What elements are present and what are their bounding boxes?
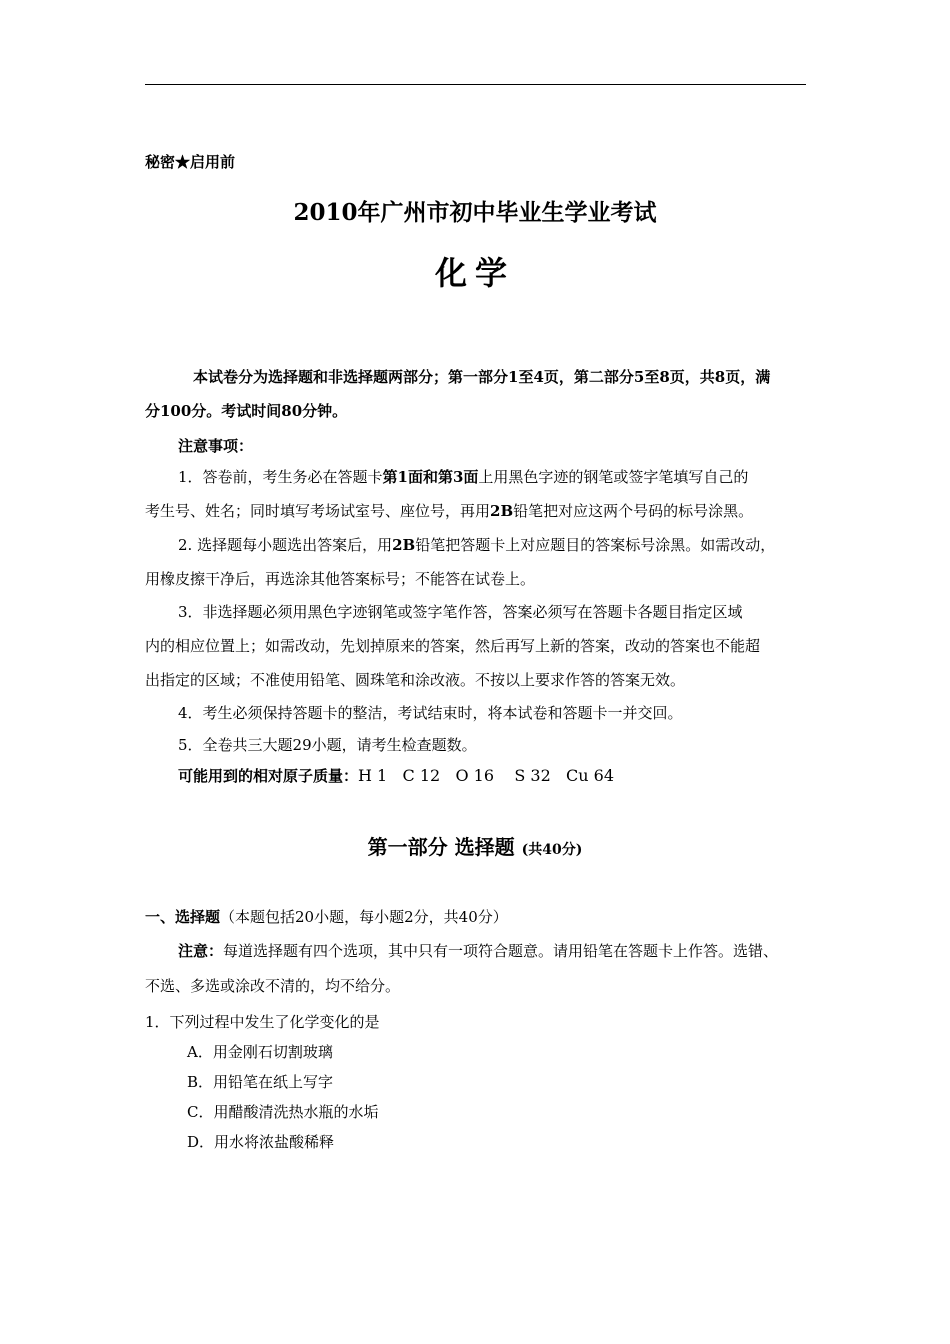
- question-1-option-d: D．用水将浓盐酸稀释: [187, 1133, 335, 1151]
- question-1-option-a: A．用金刚石切割玻璃: [187, 1043, 333, 1061]
- section-1-note: [178, 940, 778, 961]
- notice-item-1-line-2-emphasis: 2B: [490, 502, 514, 520]
- notice-item-1: [178, 466, 748, 487]
- section-1-label: 一、选择题: [145, 908, 221, 926]
- atomic-mass-label: 可能用到的相对原子质量：: [178, 767, 359, 785]
- notice-item-2-line-2: 用橡皮擦干净后，再选涂其他答案标号；不能答在试卷上。: [145, 570, 536, 588]
- part-1-score: (共40分): [521, 842, 583, 858]
- section-1-desc: （本题包括20小题，每小题2分，共40分）: [220, 908, 508, 926]
- secret-label: 秘密★启用前: [145, 153, 236, 171]
- intro-line-1: 本试卷分为选择题和非选择题两部分；第一部分1至4页，第二部分5至8页，共8页，满: [193, 368, 771, 386]
- notice-item-2-text-c: 铅笔把答题卡上对应题目的答案标号涂黑。如需改动，: [415, 536, 776, 554]
- question-1-option-c: C．用醋酸清洗热水瓶的水垢: [187, 1103, 379, 1121]
- exam-title: 2010年广州市初中毕业生学业考试: [293, 199, 657, 226]
- notice-item-2-text-a: 2. 选择题每小题选出答案后，用: [178, 536, 393, 554]
- notice-heading: 注意事项：: [178, 437, 254, 455]
- notice-item-3-line-2: 内的相应位置上；如需改动，先划掉原来的答案，然后再写上新的答案，改动的答案也不能超: [145, 637, 761, 655]
- part-1-title-text: 第一部分 选择题: [367, 835, 515, 859]
- notice-item-1-line-2: [145, 500, 753, 521]
- atomic-mass-line: [178, 765, 614, 786]
- notice-item-5: 5．全卷共三大题29小题，请考生检查题数。: [178, 736, 477, 754]
- notice-item-3: 3．非选择题必须用黑色字迹钢笔或签字笔作答，答案必须写在答题卡各题目指定区域: [178, 603, 743, 621]
- section-1-note-line-2: 不选、多选或涂改不清的，均不给分。: [145, 977, 401, 995]
- section-1-note-label: 注意：: [178, 942, 224, 960]
- notice-item-1-emphasis: 第1面和第3面: [382, 468, 479, 486]
- notice-item-2: [178, 534, 775, 555]
- subject-title: 化学: [434, 254, 515, 292]
- section-1-note-text: 每道选择题有四个选项，其中只有一项符合题意。请用铅笔在答题卡上作答。选错、: [223, 942, 779, 960]
- question-1-option-b: B．用铅笔在纸上写字: [187, 1073, 334, 1091]
- header-rule: [145, 84, 806, 85]
- question-1-stem: 1．下列过程中发生了化学变化的是: [145, 1013, 380, 1031]
- section-1-heading: [145, 906, 508, 927]
- notice-item-4: 4．考生必须保持答题卡的整洁，考试结束时，将本试卷和答题卡一并交回。: [178, 704, 683, 722]
- notice-item-1-line-2-text-c: 铅笔把对应这两个号码的标号涂黑。: [513, 502, 754, 520]
- notice-item-3-line-3: 出指定的区域；不准使用铅笔、圆珠笔和涂改液。不按以上要求作答的答案无效。: [145, 671, 686, 689]
- atomic-mass-values: H 1 C 12 O 16 S 32 Cu 64: [358, 766, 614, 785]
- notice-item-1-line-2-text-a: 考生号、姓名；同时填写考场试室号、座位号，再用: [145, 502, 491, 520]
- notice-item-2-emphasis: 2B: [392, 536, 416, 554]
- intro-line-2: 分100分。考试时间80分钟。: [145, 402, 348, 420]
- notice-item-1-text-c: 上用黑色字迹的钢笔或签字笔填写自己的: [478, 468, 749, 486]
- part-1-title: [0, 831, 950, 860]
- notice-item-1-text-a: 1．答卷前，考生务必在答题卡: [178, 468, 383, 486]
